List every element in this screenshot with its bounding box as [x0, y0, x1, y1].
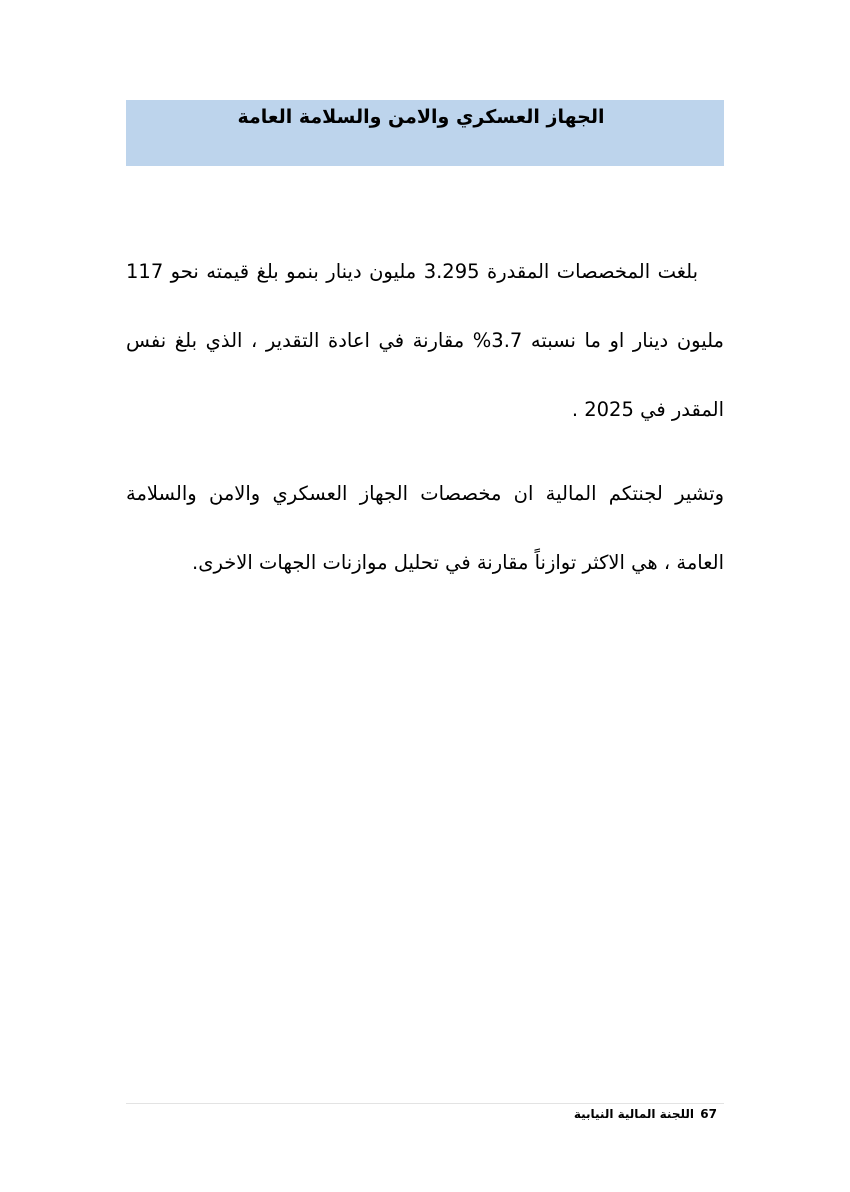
page-number: 67 [700, 1107, 717, 1121]
section-title-box [126, 100, 724, 166]
paragraph-committee-note: وتشير لجنتكم المالية ان مخصصات الجهاز العسكري والامن والسلامة العامة ، هي الاكثر توازناً مقارنة في تحليل موازنات الجهات الاخرى. [126, 482, 724, 574]
paragraph-allocations: بلغت المخصصات المقدرة 3.295 مليون دينار بنمو بلغ قيمته نحو 117 مليون دينار او ما نسبته 3.7% مقارنة في اعادة التقدير ، الذي بلغ نفس المقدر في 2025 . [126, 260, 724, 421]
page-footer [126, 1103, 724, 1125]
section-title: الجهاز العسكري والامن والسلامة العامة [237, 106, 605, 128]
footer-label: اللجنة المالية النيابية [573, 1107, 694, 1121]
